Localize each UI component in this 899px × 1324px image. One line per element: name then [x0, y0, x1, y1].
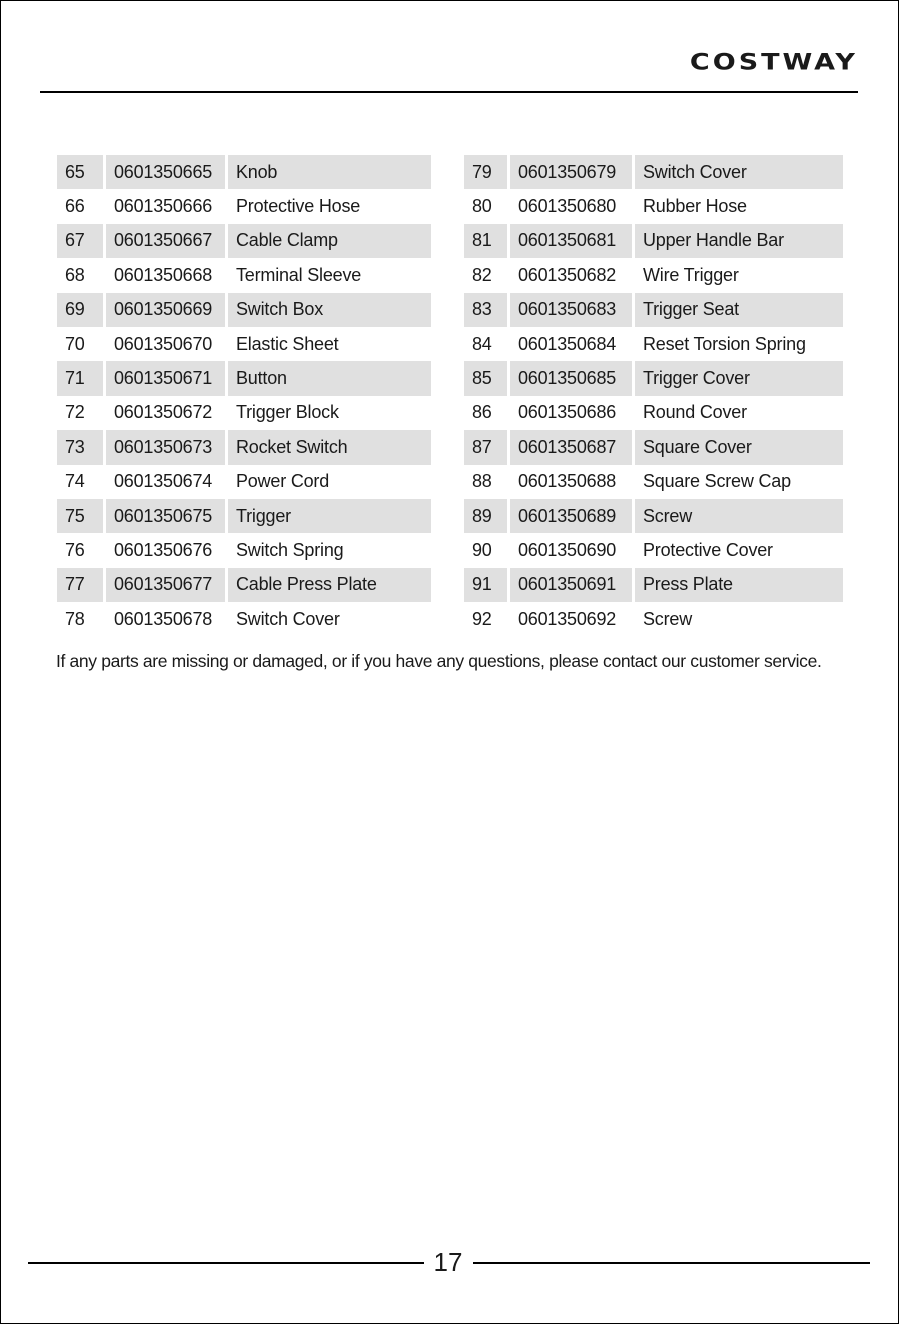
part-code-cell: 0601350687: [510, 430, 632, 464]
brand-logo: COSTWAY: [689, 50, 858, 76]
part-number-cell: 91: [464, 568, 507, 602]
part-code-cell: 0601350692: [518, 608, 617, 629]
part-name-cell: Knob: [228, 155, 431, 189]
table-row: [464, 258, 843, 292]
parts-table-right-body: [464, 155, 843, 636]
part-code-cell: 0601350691: [510, 568, 632, 602]
table-row: [57, 533, 431, 567]
part-code-cell: 0601350674: [114, 471, 213, 492]
part-name-cell: Press Plate: [635, 568, 843, 602]
part-number-cell: 86: [472, 402, 492, 423]
footer-divider-right: [473, 1262, 870, 1264]
part-name-cell: Trigger Cover: [635, 361, 843, 395]
part-name-cell: Cable Clamp: [228, 224, 431, 258]
part-code-cell: 0601350680: [518, 196, 617, 217]
part-number-cell: 67: [57, 224, 103, 258]
table-row: [464, 533, 843, 567]
part-number-cell: 76: [65, 539, 85, 560]
part-code-cell: 0601350671: [106, 361, 225, 395]
table-row: [57, 155, 431, 189]
part-name-cell: Rocket Switch: [228, 430, 431, 464]
part-number-cell: 90: [472, 539, 492, 560]
table-row: [57, 568, 431, 602]
parts-table-right: [464, 155, 843, 636]
part-code-cell: 0601350689: [510, 499, 632, 533]
part-number-cell: 88: [472, 471, 492, 492]
part-number-cell: 79: [464, 155, 507, 189]
part-name-cell: Trigger Block: [236, 402, 339, 423]
part-code-cell: 0601350667: [106, 224, 225, 258]
part-code-cell: 0601350690: [518, 539, 617, 560]
part-code-cell: 0601350675: [106, 499, 225, 533]
table-row: [464, 568, 843, 602]
part-number-cell: 78: [65, 608, 85, 629]
table-row: [57, 396, 431, 430]
part-number-cell: 70: [65, 333, 85, 354]
part-code-cell: 0601350684: [518, 333, 617, 354]
part-number-cell: 66: [65, 196, 85, 217]
parts-table-left-body: [57, 155, 431, 636]
customer-service-notice: If any parts are missing or damaged, or if you have any questions, please contact our customer service.: [56, 651, 822, 671]
table-row: [464, 155, 843, 189]
table-row: [57, 327, 431, 361]
part-number-cell: 81: [464, 224, 507, 258]
header-divider: [40, 91, 858, 93]
part-name-cell: Round Cover: [643, 402, 747, 423]
part-number-cell: 71: [57, 361, 103, 395]
table-row: [464, 602, 843, 636]
part-name-cell: Trigger Seat: [635, 293, 843, 327]
part-code-cell: 0601350666: [114, 196, 213, 217]
table-row: [57, 602, 431, 636]
part-number-cell: 80: [472, 196, 492, 217]
table-row: [464, 293, 843, 327]
part-name-cell: Rubber Hose: [643, 196, 747, 217]
part-name-cell: Switch Spring: [236, 539, 344, 560]
part-code-cell: 0601350676: [114, 539, 213, 560]
part-number-cell: 74: [65, 471, 85, 492]
part-code-cell: 0601350688: [518, 471, 617, 492]
part-number-cell: 65: [57, 155, 103, 189]
table-row: [464, 499, 843, 533]
part-code-cell: 0601350681: [510, 224, 632, 258]
part-code-cell: 0601350679: [510, 155, 632, 189]
part-number-cell: 83: [464, 293, 507, 327]
part-name-cell: Trigger: [228, 499, 431, 533]
part-name-cell: Button: [228, 361, 431, 395]
part-code-cell: 0601350665: [106, 155, 225, 189]
part-number-cell: 73: [57, 430, 103, 464]
part-number-cell: 89: [464, 499, 507, 533]
part-name-cell: Protective Hose: [236, 196, 361, 217]
footer-divider-left: [28, 1262, 424, 1264]
table-row: [464, 327, 843, 361]
page-number: 17: [433, 1247, 463, 1277]
part-name-cell: Switch Box: [228, 293, 431, 327]
part-name-cell: Screw: [643, 608, 693, 629]
table-row: [57, 293, 431, 327]
part-number-cell: 85: [464, 361, 507, 395]
part-name-cell: Upper Handle Bar: [635, 224, 843, 258]
part-name-cell: Wire Trigger: [643, 264, 739, 285]
part-name-cell: Terminal Sleeve: [236, 264, 362, 285]
part-code-cell: 0601350678: [114, 608, 213, 629]
part-code-cell: 0601350669: [106, 293, 225, 327]
part-code-cell: 0601350670: [114, 333, 213, 354]
table-row: [57, 499, 431, 533]
part-name-cell: Power Cord: [236, 471, 330, 492]
table-row: [57, 465, 431, 499]
table-row: [57, 224, 431, 258]
part-number-cell: 87: [464, 430, 507, 464]
part-code-cell: 0601350672: [114, 402, 213, 423]
part-number-cell: 77: [57, 568, 103, 602]
table-row: [57, 361, 431, 395]
part-name-cell: Cable Press Plate: [228, 568, 431, 602]
parts-table-left: [57, 155, 431, 636]
part-code-cell: 0601350685: [510, 361, 632, 395]
part-name-cell: Elastic Sheet: [236, 333, 339, 354]
part-name-cell: Switch Cover: [635, 155, 843, 189]
part-code-cell: 0601350686: [518, 402, 617, 423]
part-number-cell: 68: [65, 264, 85, 285]
part-code-cell: 0601350673: [106, 430, 225, 464]
part-code-cell: 0601350668: [114, 264, 213, 285]
table-row: [464, 361, 843, 395]
table-row: [464, 430, 843, 464]
table-row: [57, 258, 431, 292]
table-row: [57, 430, 431, 464]
table-row: [464, 396, 843, 430]
table-row: [464, 224, 843, 258]
part-code-cell: 0601350682: [518, 264, 617, 285]
table-row: [464, 465, 843, 499]
part-number-cell: 92: [472, 608, 492, 629]
table-row: [57, 189, 431, 223]
part-number-cell: 75: [57, 499, 103, 533]
part-number-cell: 84: [472, 333, 492, 354]
part-number-cell: 72: [65, 402, 85, 423]
part-name-cell: Protective Cover: [643, 539, 773, 560]
part-name-cell: Reset Torsion Spring: [643, 333, 806, 354]
part-name-cell: Square Cover: [635, 430, 843, 464]
part-number-cell: 82: [472, 264, 492, 285]
part-name-cell: Screw: [635, 499, 843, 533]
part-number-cell: 69: [57, 293, 103, 327]
table-row: [464, 189, 843, 223]
part-code-cell: 0601350683: [510, 293, 632, 327]
part-code-cell: 0601350677: [106, 568, 225, 602]
part-name-cell: Switch Cover: [236, 608, 340, 629]
part-name-cell: Square Screw Cap: [643, 471, 791, 492]
